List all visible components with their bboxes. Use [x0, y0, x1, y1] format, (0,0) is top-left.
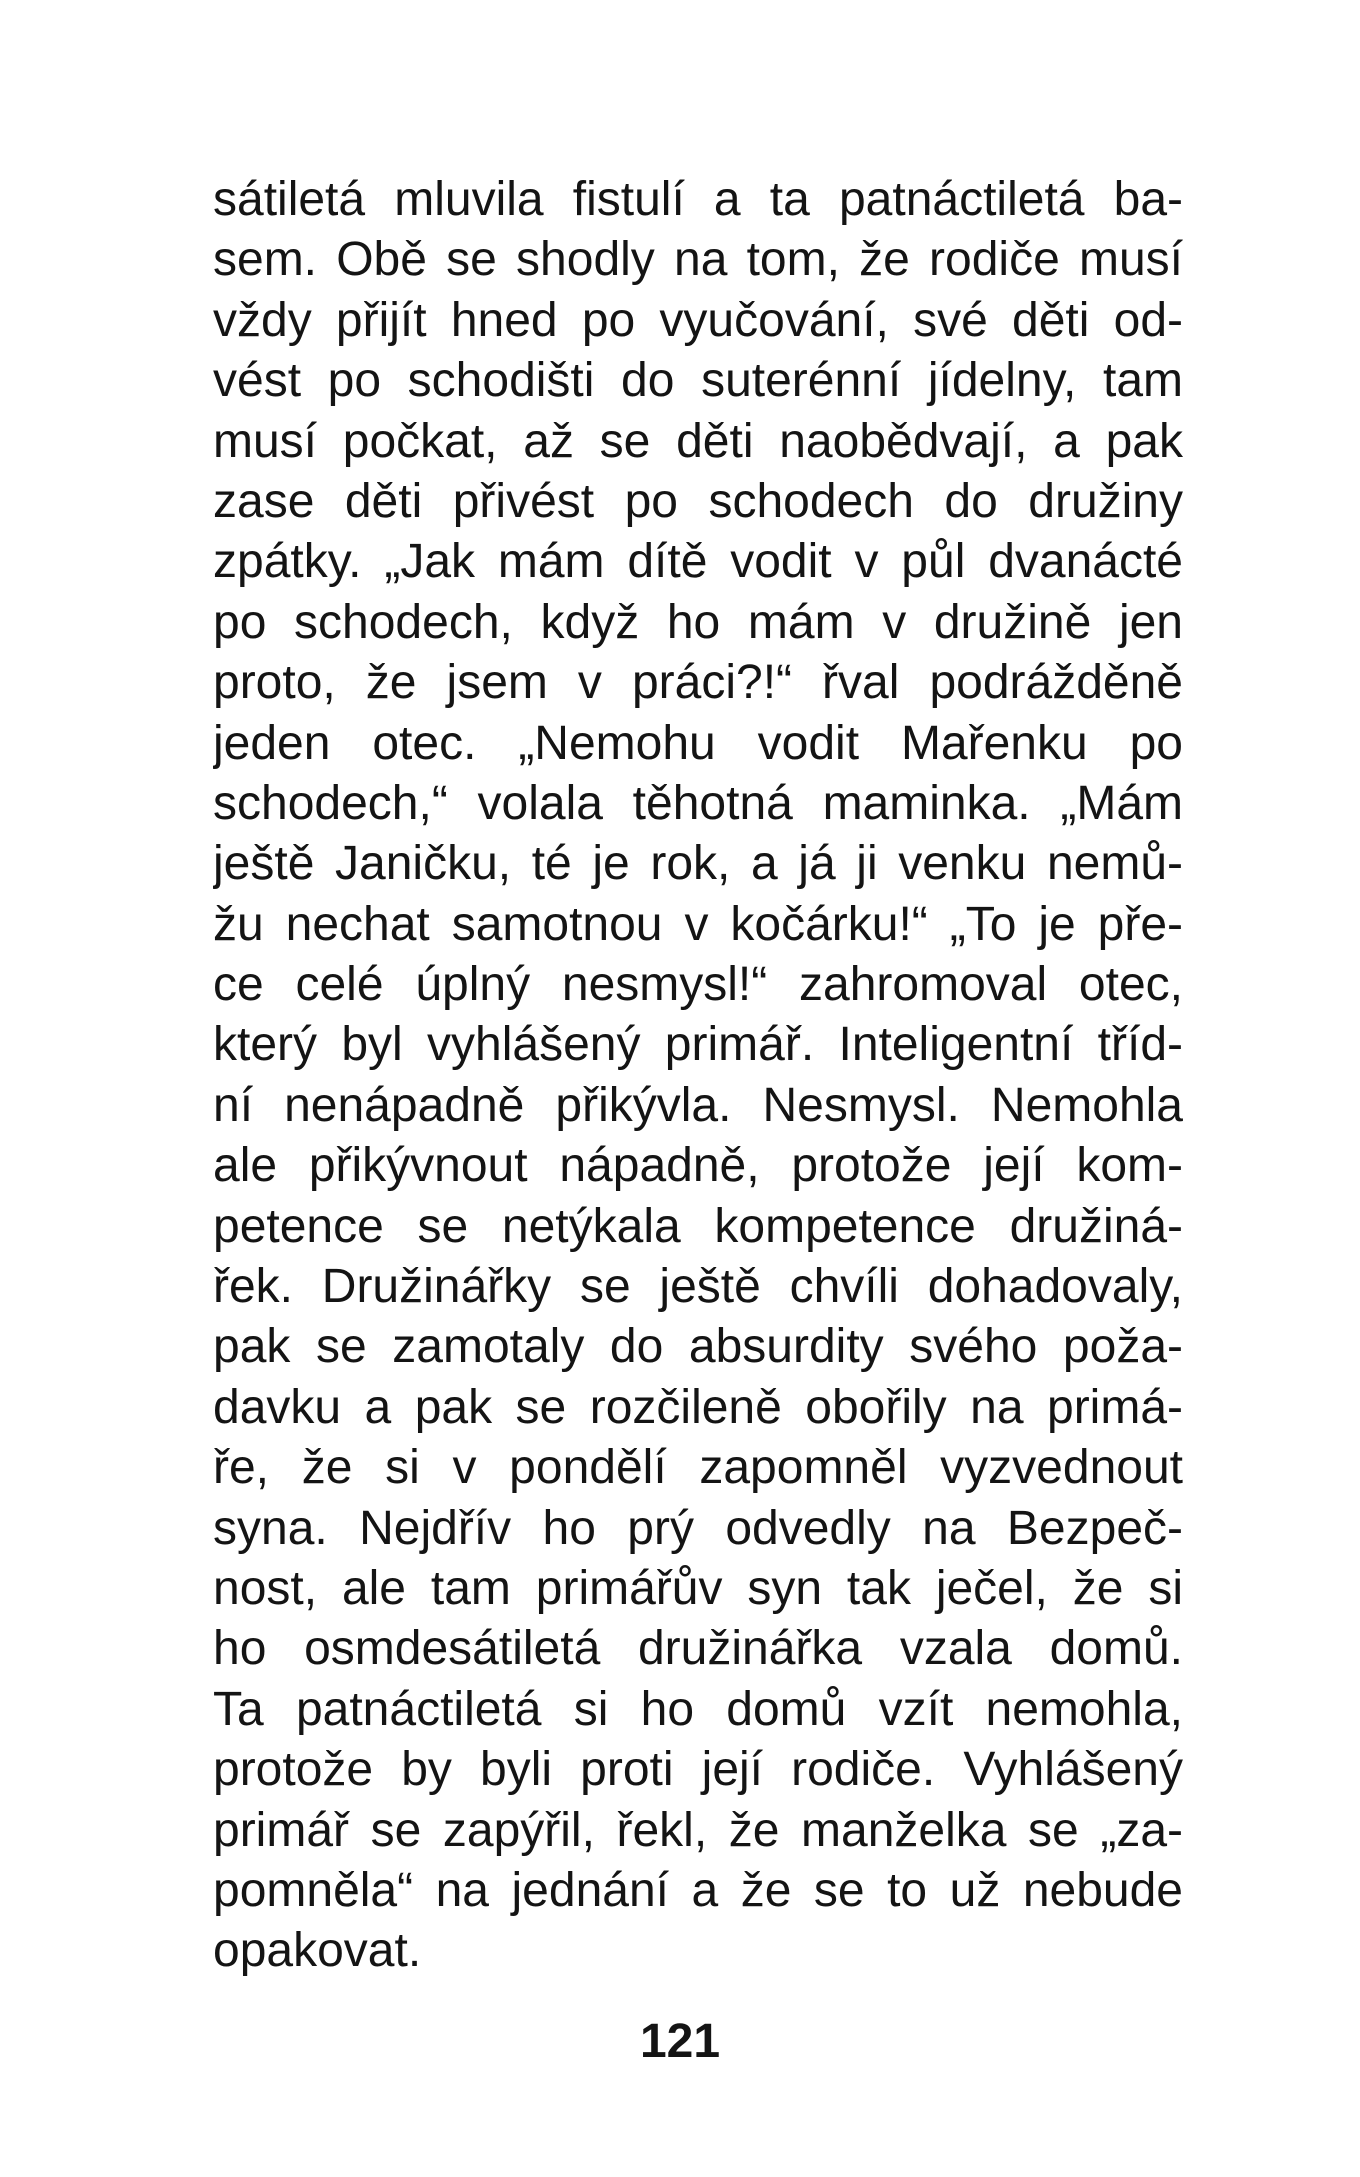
text-line: jeden otec. „Nemohu vodit Mařenku po — [213, 716, 1183, 770]
text-line: ře, že si v pondělí zapomněl vyzvednout — [213, 1441, 1183, 1495]
text-line: petence se netýkala kompetence družiná- — [213, 1199, 1183, 1253]
text-line: Ta patnáctiletá si ho domů vzít nemohla, — [213, 1682, 1183, 1736]
text-line: nost, ale tam primářův syn tak ječel, že si — [213, 1561, 1183, 1615]
text-line: ale přikývnout nápadně, protože její kom- — [213, 1139, 1183, 1193]
text-line: zpátky. „Jak mám dítě vodit v půl dvanácté — [213, 535, 1183, 589]
text-line: řek. Družinářky se ještě chvíli dohadovaly, — [213, 1260, 1183, 1314]
text-line: ce celé úplný nesmysl!“ zahromoval otec, — [213, 958, 1183, 1012]
page-number: 121 — [639, 2015, 721, 2068]
text-line: žu nechat samotnou v kočárku!“ „To je pře- — [213, 897, 1183, 951]
text-line: ní nenápadně přikývla. Nesmysl. Nemohla — [213, 1078, 1183, 1132]
text-line: primář se zapýřil, řekl, že manželka se „za- — [213, 1803, 1183, 1857]
text-line: musí počkat, až se děti naobědvají, a pak — [213, 414, 1183, 468]
text-line: po schodech, když ho mám v družině jen — [213, 595, 1183, 649]
text-line: protože by byli proti její rodiče. Vyhlášený — [213, 1743, 1183, 1797]
text-line: sátiletá mluvila fistulí a ta patnáctiletá ba- — [213, 173, 1183, 226]
text-line: pomněla“ na jednání a že se to už nebude — [213, 1863, 1183, 1917]
text-line: který byl vyhlášený primář. Inteligentní tříd- — [213, 1018, 1183, 1072]
text-line: sem. Obě se shodly na tom, že rodiče musí — [213, 233, 1183, 287]
body-text — [213, 170, 1183, 1982]
text-line-last: opakovat. — [213, 1924, 422, 1978]
text-line: zase děti přivést po schodech do družiny — [213, 474, 1183, 528]
text-line: vést po schodišti do suterénní jídelny, tam — [213, 354, 1183, 408]
text-line: davku a pak se rozčileně obořily na primá- — [213, 1380, 1183, 1434]
text-line: proto, že jsem v práci?!“ řval podrážděně — [213, 656, 1183, 710]
text-line: vždy přijít hned po vyučování, své děti od- — [213, 293, 1183, 347]
text-line: pak se zamotaly do absurdity svého poža- — [213, 1320, 1183, 1374]
text-line: syna. Nejdřív ho prý odvedly na Bezpeč- — [213, 1501, 1183, 1555]
text-line: ho osmdesátiletá družinářka vzala domů. — [213, 1622, 1183, 1676]
text-line: ještě Janičku, té je rok, a já ji venku nemů- — [213, 837, 1183, 891]
text-line: schodech,“ volala těhotná maminka. „Mám — [213, 776, 1183, 830]
